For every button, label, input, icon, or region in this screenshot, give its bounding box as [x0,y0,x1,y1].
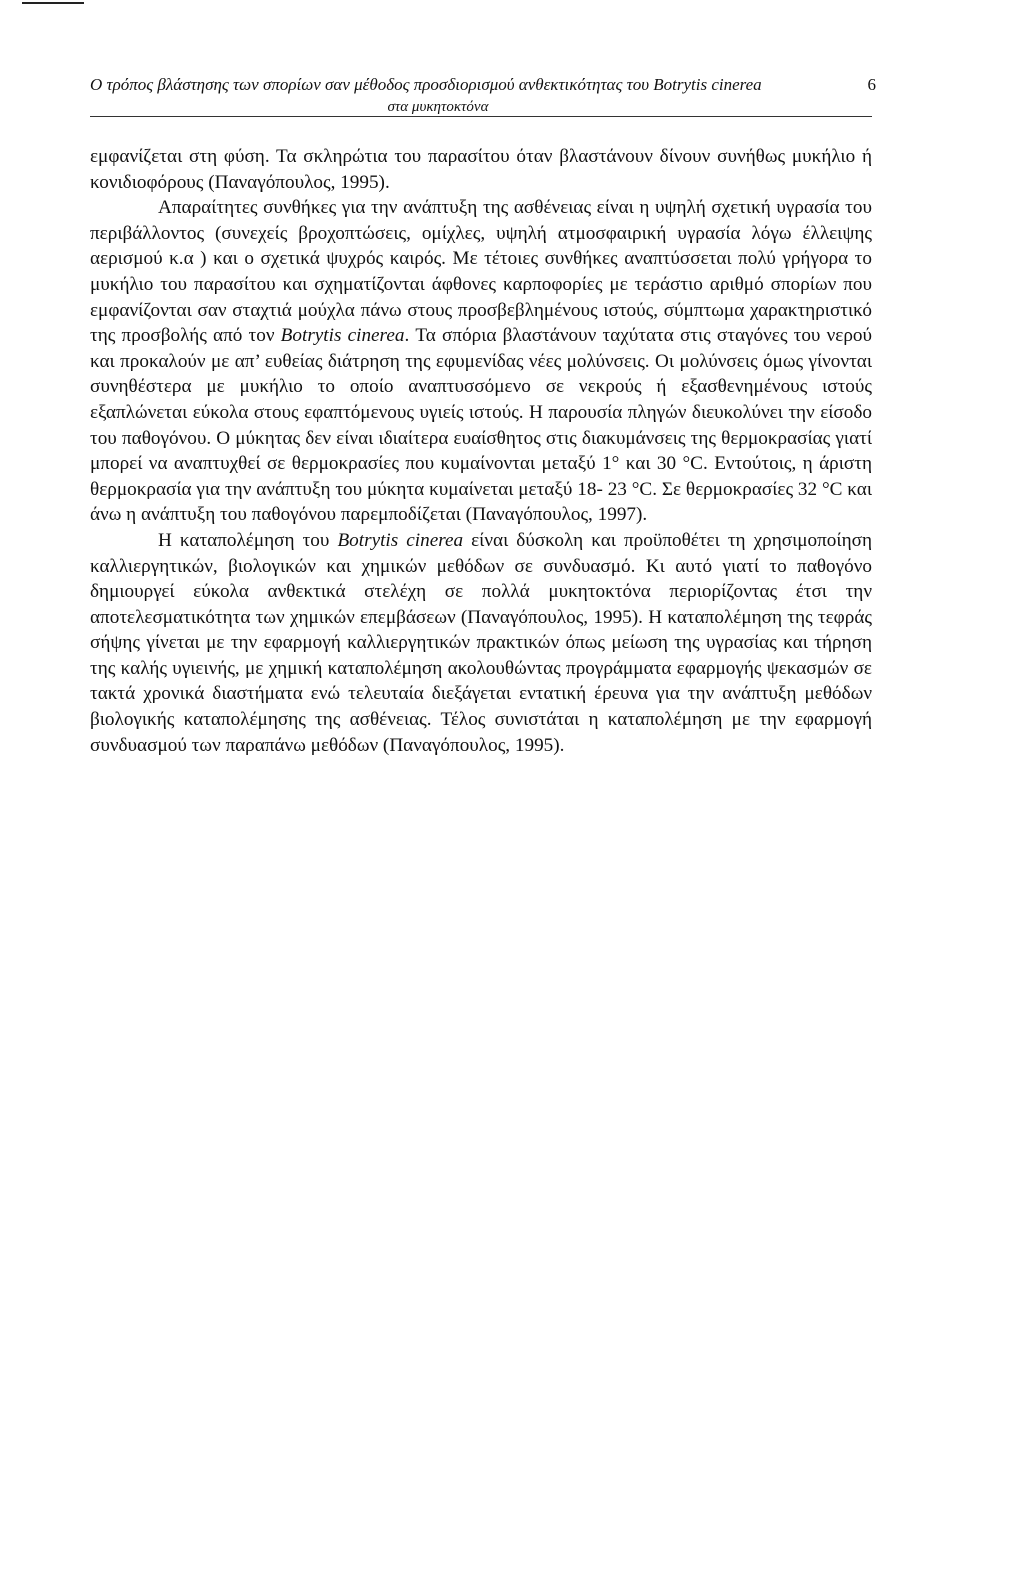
page-number: 6 [867,75,876,94]
paragraph-2-text-b: . Τα σπόρια βλαστάνουν ταχύτατα στις σταγόνες του νερού και προκαλούν με απ’ ευθείας διάτρηση της εφυμενίδας νέες μολύνσεις. Οι μολύνσεις όμως γίνονται συνηθέστερα με μυκήλιο το οποίο αναπτυσσόμενο σε νεκρούς ή εξασθενημένους ιστούς εξαπλώνεται εύκολα στους εφαπτόμενους υγιείς ιστούς. Η παρουσία πληγών διευκολύνει την είσοδο του παθογόνου. Ο μύκητας δεν είναι ιδιαίτερα ευαίσθητος στις διακυμάνσεις της θερμοκρασίας γιατί μπορεί να αναπτυχθεί σε θερμοκρασίες που κυμαίνονται μεταξύ 1° και 30 °C. Εντούτοις, η άριστη θερμοκρασία για την ανάπτυξη του μύκητα κυμαίνεται μεταξύ 18- 23 °C. Σε θερμοκρασίες 32 °C και άνω η ανάπτυξη του παθογόνου παρεμποδίζεται (Παναγόπουλος, 1997). [90,325,872,526]
header-rule [90,116,872,117]
body-text [90,144,872,758]
running-title-line-2: στα μυκητοκτόνα [387,99,489,115]
paragraph-3-text-a: Η καταπολέμηση του [158,529,338,551]
species-name: Botrytis cinerea [280,325,405,347]
top-edge-rule [22,2,84,4]
running-title-line-1: Ο τρόπος βλάστησης των σπορίων σαν μέθοδος προσδιορισμού ανθεκτικότητας του Botrytis cinerea [90,75,762,94]
paragraph-3 [90,528,872,758]
paragraph-1: εμφανίζεται στη φύση. Τα σκληρώτια του παρασίτου όταν βλαστάνουν δίνουν συνήθως μυκήλιο ή κονιδιοφόρους (Παναγόπουλος, 1995). [90,146,872,193]
paragraph-2-text-a: Απαραίτητες συνθήκες για την ανάπτυξη της ασθένειας είναι η υψηλή σχετική υγρασία του περιβάλλοντος (συνεχείς βροχοπτώσεις, ομίχλες, υψηλή ατμοσφαιρική υγρασία λόγω έλλειψης αερισμού κ.α ) και ο σχετικά ψυχρός καιρός. Με τέτοιες συνθήκες αναπτύσσεται πολύ γρήγορα το μυκήλιο του παρασίτου και σχηματίζονται άφθονες καρποφορίες με τεράστιο αριθμό σπορίων που εμφανίζονται σαν σταχτιά μούχλα πάνω στους προσβεβλημένους ιστούς, σύμπτωμα χαρακτηριστικό της προσβολής από τον [90,197,872,347]
species-name: Botrytis cinerea [337,529,464,551]
paragraph-2 [90,195,872,528]
paragraph-3-text-b: είναι δύσκολη και προϋποθέτει τη χρησιμοποίηση καλλιεργητικών, βιολογικών και χημικών μεθόδων σε συνδυασμό. Κι αυτό γιατί το παθογόνο δημιουργεί εύκολα ανθεκτικά στελέχη σε πολλά μυκητοκτόνα περιορίζοντας έτσι την αποτελεσματικότητα των χημικών επεμβάσεων (Παναγόπουλος, 1995). Η καταπολέμηση της τεφράς σήψης γίνεται με την εφαρμογή καλλιεργητικών πρακτικών όπως μείωση της υγρασίας και τήρηση της καλής υγιεινής, με χημική καταπολέμηση ακολουθώντας προγράμματα εφαρμογής ψεκασμών σε τακτά χρονικά διαστήματα ενώ τελευταία διεξάγεται εντατική έρευνα για την ανάπτυξη μεθόδων βιολογικής καταπολέμησης της ασθένειας. Τέλος συνιστάται η καταπολέμηση με την εφαρμογή συνδυασμού των παραπάνω μεθόδων (Παναγόπουλος, 1995). [90,529,872,756]
running-header [90,74,876,118]
